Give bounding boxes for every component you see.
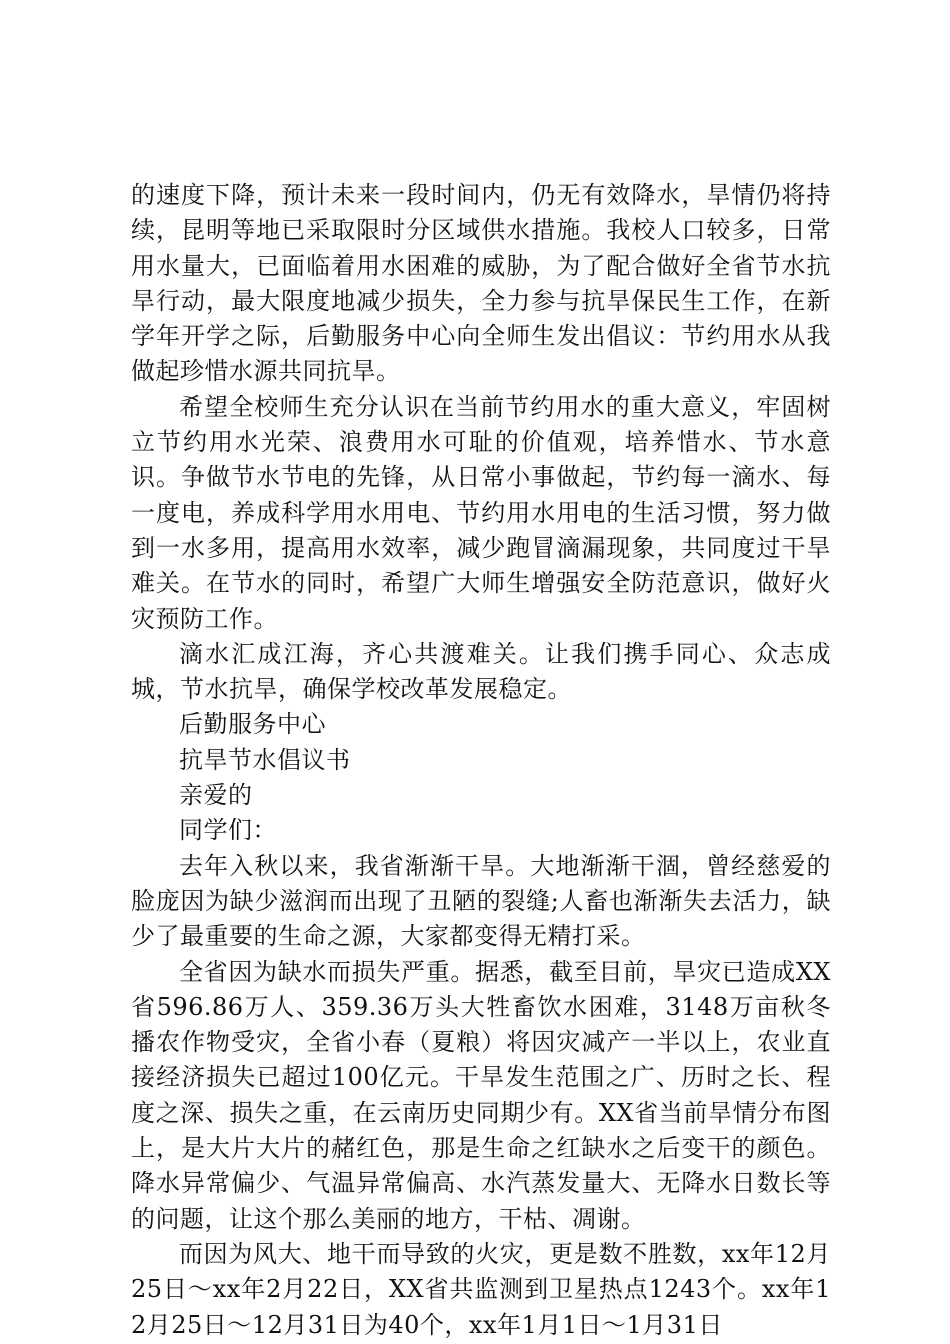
- salutation-line-1: 亲爱的: [179, 781, 253, 810]
- paragraph-2: 希望全校师生充分认识在当前节约用水的重大意义，牢固树立节约用水光荣、浪费用水可耻的价值观，培养惜水、节水意识。争做节水节电的先锋，从日常小事做起，节约每一滴水、每一度电，养成科学用水用电、节约用水用电的生活习惯，努力做到一水多用，提高用水效率，减少跑冒滴漏现象，共同度过干旱难关。在节水的同时，希望广大师生增强安全防范意识，做好火灾预防工作。: [131, 392, 831, 633]
- document-body: [131, 178, 831, 1343]
- paragraph-6: 而因为风大、地干而导致的火灾，更是数不胜数，xx年12月25日～xx年2月22日，XX省共监测到卫星热点1243个。xx年12月25日～12月31日为40个，xx年1月1日～1月31日: [131, 1239, 831, 1339]
- section-title: 抗旱节水倡议书: [179, 745, 351, 774]
- paragraph-4: 去年入秋以来，我省渐渐干旱。大地渐渐干涸，曾经慈爱的脸庞因为缺少滋润而出现了丑陋的裂缝;人畜也渐渐失去活力，缺少了最重要的生命之源，大家都变得无精打采。: [131, 851, 831, 951]
- paragraph-1: 的速度下降，预计未来一段时间内，仍无有效降水，旱情仍将持续，昆明等地已采取限时分区域供水措施。我校人口较多，日常用水量大，已面临着用水困难的威胁，为了配合做好全省节水抗旱行动，最大限度地减少损失，全力参与抗旱保民生工作，在新学年开学之际，后勤服务中心向全师生发出倡议：节约用水从我做起珍惜水源共同抗旱。: [131, 181, 831, 386]
- paragraph-3: 滴水汇成江海，齐心共渡难关。让我们携手同心、众志成城，节水抗旱，确保学校改革发展稳定。: [131, 639, 831, 704]
- signature-line: 后勤服务中心: [179, 710, 326, 739]
- salutation-line-2: 同学们：: [179, 816, 277, 845]
- paragraph-5: 全省因为缺水而损失严重。据悉，截至目前，旱灾已造成XX省596.86万人、359.36万头大牲畜饮水困难，3148万亩秋冬播农作物受灾，全省小春（夏粮）将因灾减产一半以上，农业直接经济损失已超过100亿元。干旱发生范围之广、历时之长、程度之深、损失之重，在云南历史同期少有。XX省当前旱情分布图上，是大片大片的赭红色，那是生命之红缺水之后变干的颜色。降水异常偏少、气温异常偏高、水汽蒸发量大、无降水日数长等的问题，让这个那么美丽的地方，干枯、凋谢。: [131, 957, 831, 1233]
